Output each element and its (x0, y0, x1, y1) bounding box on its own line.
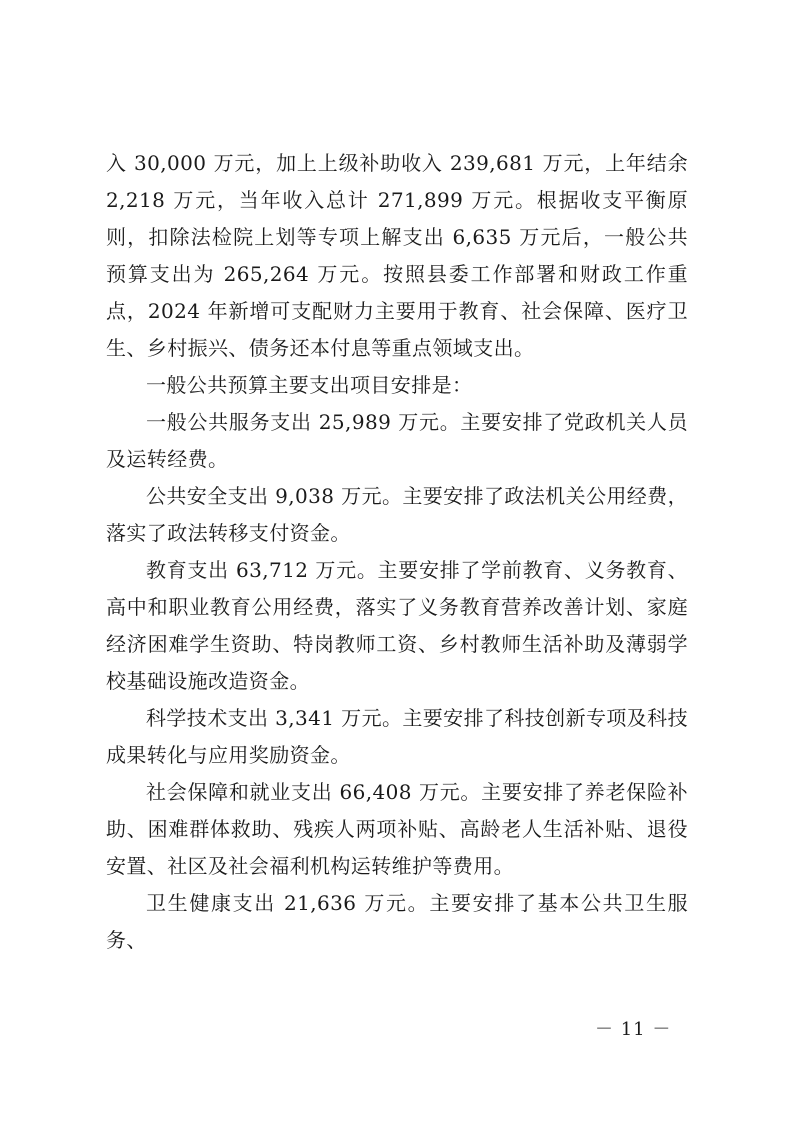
paragraph-health: 卫生健康支出 21,636 万元。主要安排了基本公共卫生服务、 (106, 891, 688, 952)
document-body (106, 145, 688, 959)
paragraph-education: 教育支出 63,712 万元。主要安排了学前教育、义务教育、高中和职业教育公用经费，落实了义务教育营养改善计划、家庭经济困难学生资助、特岗教师工资、乡村教师生活补助及薄弱学校基础设施改造资金。 (106, 558, 688, 693)
paragraph-expenditure-intro: 一般公共预算主要支出项目安排是： (146, 373, 473, 397)
paragraph-social-security: 社会保障和就业支出 66,408 万元。主要安排了养老保险补助、困难群体救助、残疾人两项补贴、高龄老人生活补贴、退役安置、社区及社会福利机构运转维护等费用。 (106, 780, 688, 878)
page-number: － 11 － (595, 1019, 672, 1040)
paragraph-public-security: 公共安全支出 9,038 万元。主要安排了政法机关公用经费，落实了政法转移支付资金。 (106, 484, 688, 545)
paragraph-science-technology: 科学技术支出 3,341 万元。主要安排了科技创新专项及科技成果转化与应用奖励资金。 (106, 706, 688, 767)
paragraph-general-public-services: 一般公共服务支出 25,989 万元。主要安排了党政机关人员及运转经费。 (106, 410, 688, 471)
paragraph-revenue-summary: 入 30,000 万元，加上上级补助收入 239,681 万元，上年结余 2,218 万元，当年收入总计 271,899 万元。根据收支平衡原则，扣除法检院上划等专项上解支出 6,635 万元后，一般公共预算支出为 265,264 万元。按照县委工作部署和财政工作重点，2024 年新增可支配财力主要用于教育、社会保障、医疗卫生、乡村振兴、债务还本付息等重点领域支出。 (106, 151, 688, 360)
